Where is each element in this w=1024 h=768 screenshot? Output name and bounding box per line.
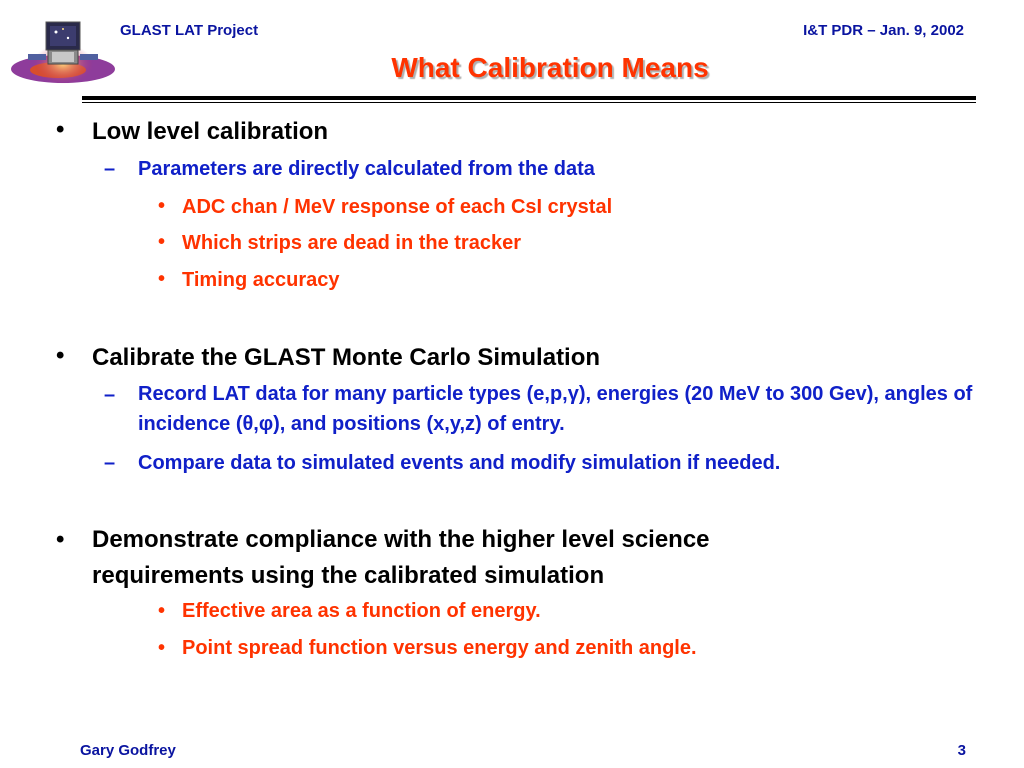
bullet-marker: • — [56, 342, 65, 369]
bullet-low-level: Low level calibration — [92, 118, 329, 145]
item-demonstrate-2: Point spread function versus energy and zenith angle. — [182, 637, 697, 659]
sub-calibrate-sim-2: Compare data to simulated events and modify simulation if needed. — [138, 452, 781, 474]
item-low-level-2: Which strips are dead in the tracker — [182, 232, 521, 254]
bullet-marker: • — [158, 600, 166, 622]
bullet-marker: • — [56, 526, 65, 553]
header-project: GLAST LAT Project — [120, 22, 259, 39]
bullet-marker: • — [158, 637, 166, 659]
title-divider-thick — [82, 96, 976, 100]
footer-author: Gary Godfrey — [80, 742, 176, 759]
dash-marker: – — [104, 452, 116, 474]
title-divider-thin — [82, 102, 976, 103]
bullet-marker: • — [158, 231, 166, 253]
bullet-calibrate-sim: Calibrate the GLAST Monte Carlo Simulation — [92, 344, 601, 371]
bullet-marker: • — [158, 268, 166, 290]
bullet-marker: • — [56, 116, 65, 143]
sub-low-level: Parameters are directly calculated from the data — [138, 158, 595, 180]
page-number: 3 — [957, 742, 966, 759]
bullet-marker: • — [158, 195, 166, 217]
dash-marker: – — [104, 158, 116, 180]
item-demonstrate-1: Effective area as a function of energy. — [182, 600, 541, 622]
item-low-level-3: Timing accuracy — [182, 269, 340, 291]
dash-marker: – — [104, 384, 116, 406]
sub-calibrate-sim-1: Record LAT data for many particle types (e,p,γ), energies (20 MeV to 300 Gev), angles of incidence (θ,φ), and positions (x,y,z) of entry. — [138, 383, 973, 435]
slide-title: What Calibration Means — [391, 52, 709, 83]
item-low-level-1: ADC chan / MeV response of each CsI crystal — [182, 196, 613, 218]
bullet-demonstrate: Demonstrate compliance with the higher level science requirements using the calibrated simulation — [92, 526, 710, 589]
header-meeting: I&T PDR – Jan. 9, 2002 — [803, 22, 964, 39]
